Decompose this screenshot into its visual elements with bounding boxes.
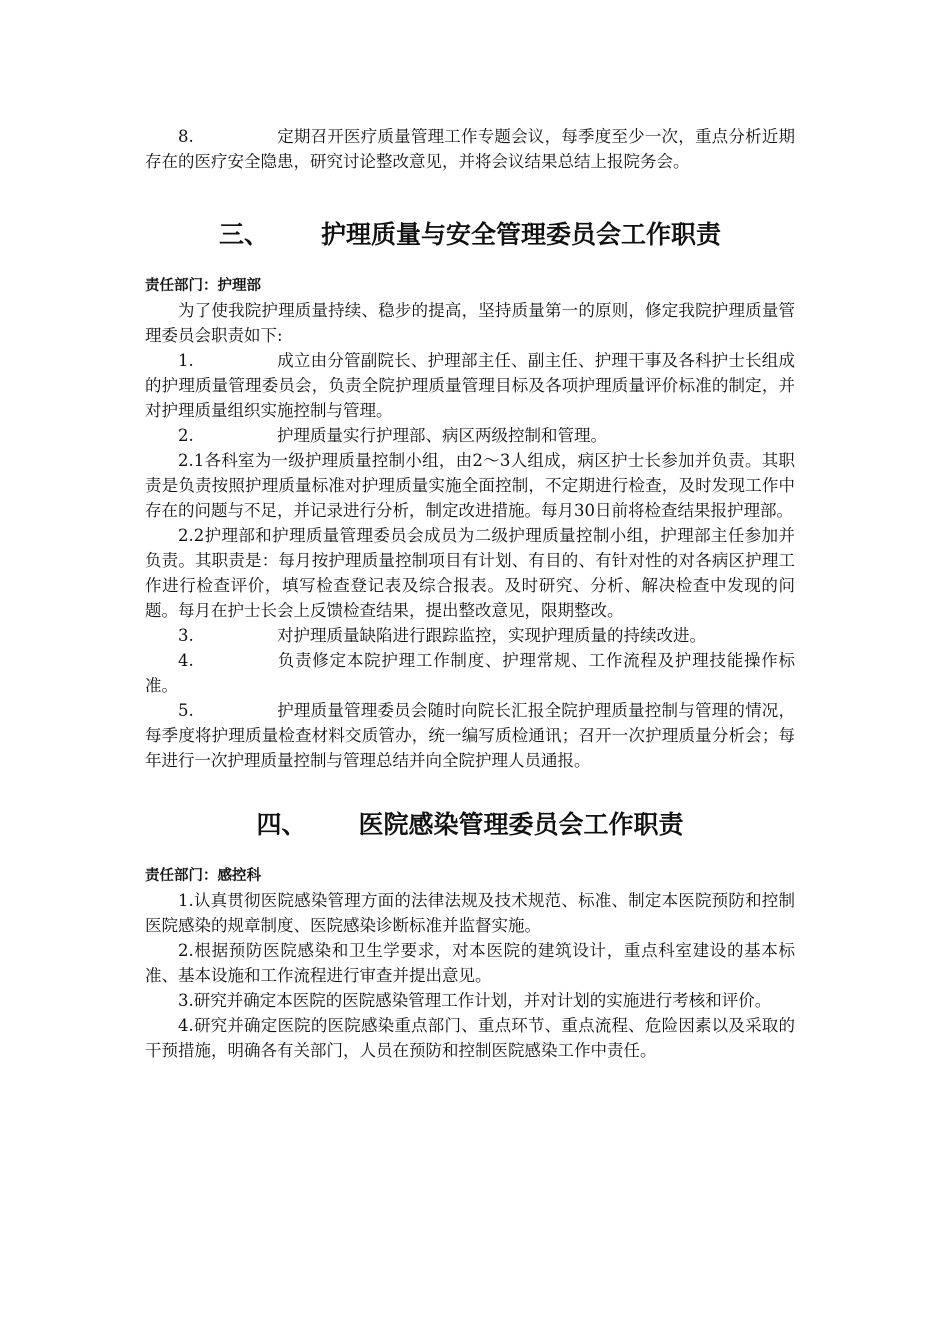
section-3-title: 护理质量与安全管理委员会工作职责 xyxy=(321,220,722,249)
section-4-item-1: 1.认真贯彻医院感染管理方面的法律法规及技术规范、标准、制定本医院预防和控制医院感染的规章制度、医院感染诊断标准并监督实施。 xyxy=(145,891,795,935)
section-3-heading xyxy=(145,215,795,255)
section-4-heading xyxy=(145,805,795,845)
item-number: 3. xyxy=(178,626,194,645)
section-4-item-2: 2.根据预防医院感染和卫生学要求，对本医院的建筑设计，重点科室建设的基本标准、基本设施和工作流程进行审查并提出意见。 xyxy=(145,941,795,985)
item-number: 2. xyxy=(178,426,194,445)
section-3-intro: 为了使我院护理质量持续、稳步的提高，坚持质量第一的原则，修定我院护理质量管理委员会职责如下: xyxy=(145,301,795,345)
section-4-item-3: 3.研究并确定本医院的医院感染管理工作计划，并对计划的实施进行考核和评价。 xyxy=(178,991,772,1010)
section-3-number: 三、 xyxy=(218,220,269,249)
item-text: 定期召开医疗质量管理工作专题会议，每季度至少一次，重点分析近期存在的医疗安全隐患，研究讨论整改意见，并将会议结果总结上报院务会。 xyxy=(145,127,795,171)
item-text: 负责修定本院护理工作制度、护理常规、工作流程及护理技能操作标准。 xyxy=(145,651,795,695)
section-4-number: 四、 xyxy=(256,810,307,839)
item-text: 对护理质量缺陷进行跟踪监控，实现护理质量的持续改进。 xyxy=(277,626,706,645)
section-4-item-4: 4.研究并确定医院的医院感染重点部门、重点环节、重点流程、危险因素以及采取的干预措施，明确各有关部门，人员在预防和控制医院感染工作中责任。 xyxy=(145,1016,795,1060)
item-text: 成立由分管副院长、护理部主任、副主任、护理干事及各科护士长组成的护理质量管理委员会，负责全院护理质量管理目标及各项护理质量评价标准的制定，并对护理质量组织实施控制与管理。 xyxy=(145,351,795,420)
section-3-item-3 xyxy=(145,623,795,648)
document-page xyxy=(145,124,795,1063)
prev-item-8 xyxy=(145,124,795,174)
item-number: 4. xyxy=(178,651,194,670)
item-number: 1. xyxy=(178,351,194,370)
section-4-title: 医院感染管理委员会工作职责 xyxy=(358,810,684,839)
section-3-department: 责任部门：护理部 xyxy=(145,278,261,294)
section-3-item-2-2: 2.2护理部和护理质量管理委员会成员为二级护理质量控制小组，护理部主任参加并负责。其职责是：每月按护理质量控制项目有计划、有目的、有针对性的对各病区护理工作进行检查评价，填写检查登记表及综合报表。及时研究、分析、解决检查中发现的问题。每月在护士长会上反馈检查结果，提出整改意见，限期整改。 xyxy=(145,526,795,620)
section-4-department: 责任部门：感控科 xyxy=(145,868,261,884)
section-3-item-5 xyxy=(145,698,795,773)
item-text: 护理质量实行护理部、病区两级控制和管理。 xyxy=(277,426,607,445)
section-3-item-2-1: 2.1各科室为一级护理质量控制小组，由2～3人组成，病区护士长参加并负责。其职责是负责按照护理质量标准对护理质量实施全面控制，不定期进行检查，及时发现工作中存在的问题与不足，并记录进行分析，制定改进措施。每月30日前将检查结果报护理部。 xyxy=(145,451,795,520)
section-3-item-1 xyxy=(145,348,795,423)
section-3-item-2 xyxy=(145,423,795,448)
item-text: 护理质量管理委员会随时向院长汇报全院护理质量控制与管理的情况，每季度将护理质量检查材料交质管办，统一编写质检通讯；召开一次护理质量分析会；每年进行一次护理质量控制与管理总结并向全院护理人员通报。 xyxy=(145,701,795,770)
section-3-item-4 xyxy=(145,648,795,698)
item-number: 5. xyxy=(178,701,194,720)
item-number: 8. xyxy=(178,127,194,146)
